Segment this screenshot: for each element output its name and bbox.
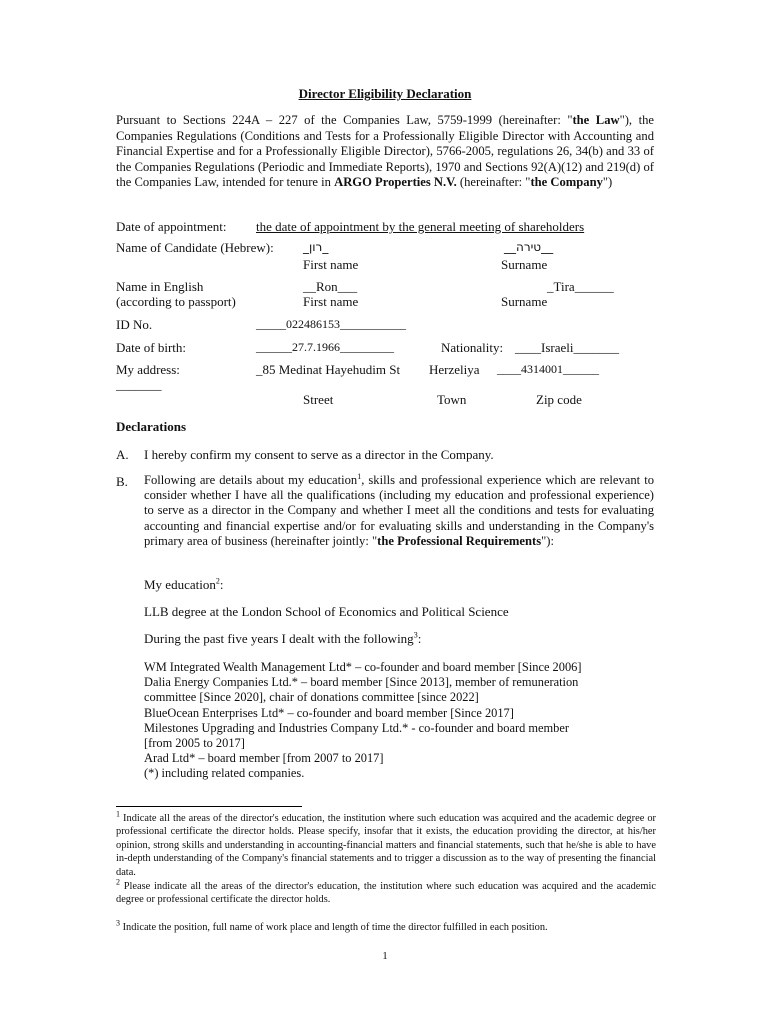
hebrew-surname: __טירה__ [504, 240, 554, 254]
footnote-1-number: 1 [116, 809, 120, 819]
experience-line: [from 2005 to 2017] [144, 736, 245, 751]
surname-caption: Surname [501, 257, 548, 272]
hebrew-first-name: _רון_ [303, 240, 329, 254]
first-name-caption-en: First name [303, 294, 359, 309]
name-hebrew-label: Name of Candidate (Hebrew): [116, 240, 274, 255]
name-english-sublabel: (according to passport) [116, 294, 236, 309]
surname-caption-en: Surname [501, 294, 548, 309]
page-number: 1 [382, 950, 388, 962]
intro-paragraph [116, 113, 654, 191]
footnote-3 [116, 918, 656, 934]
declaration-b-part-3: "): [541, 533, 554, 548]
experience-label [144, 631, 421, 646]
experience-line: BlueOcean Enterprises Ltd* – co-founder and board member [Since 2017] [144, 705, 514, 720]
experience-list [144, 660, 664, 782]
footnote-3-text: Indicate the position, full name of work place and length of time the director fulfilled in each position. [120, 922, 548, 933]
experience-line: Dalia Energy Companies Ltd.* – board member [Since 2013], member of remuneration [144, 675, 579, 690]
education-label [144, 577, 223, 592]
footnote-ref-3: 3 [413, 630, 418, 640]
nationality-value: ____Israeli_______ [515, 340, 619, 355]
date-of-appointment-value: the date of appointment by the general meeting of shareholders [256, 219, 585, 234]
page-title: Director Eligibility Declaration [298, 86, 472, 101]
name-english-label: Name in English [116, 279, 204, 294]
zip-caption: Zip code [536, 392, 582, 407]
footnote-2-number: 2 [116, 877, 120, 887]
address-label: My address: [116, 362, 180, 377]
declaration-a-letter: A. [116, 447, 129, 462]
dob-value: ______27.7.1966_________ [256, 340, 394, 354]
education-value: LLB degree at the London School of Economics and Political Science [144, 604, 509, 619]
date-of-appointment-label: Date of appointment: [116, 219, 227, 234]
english-surname: _Tira______ [547, 279, 614, 294]
declaration-b-part-1: Following are details about my education [144, 473, 358, 487]
education-colon: : [219, 577, 224, 592]
education-label-text: My education [144, 577, 216, 592]
footnote-ref-2: 2 [215, 576, 220, 586]
id-label: ID No. [116, 317, 153, 332]
footnote-1-text: Indicate all the areas of the director's education, the institution where such education was acquired and the academic degree or professional certificate the director holds. Please specify, insofar that it exists, the education providing the director, at his/her opinion, strong skills and understanding in accounting-financial matters and financial statements, such that he/she is able to have in-depth understanding of the Company's financial statements and to trigger a discussion as to the way of presenting the financial data. [116, 813, 656, 878]
intro-part-3: (hereinafter: " [456, 175, 531, 190]
experience-colon: : [417, 631, 422, 646]
first-name-caption: First name [303, 257, 359, 272]
company-term: the Company [530, 175, 603, 190]
intro-part-2: "), the Companies Regulations (Conditions and Tests for a Professionally Eligible Director with Accounting and Financial Expertise and for a Professionally Eligible Director), 5766-2005, regulations 26, 34(b) and 33 of the Companies Regulations (Periodic and Immediate Reports), 1970 and Sections 92(A)(12) and 219(d) of the Companies Law, intended for tenure in [116, 113, 654, 190]
professional-requirements-term: the Professional Requirements [377, 533, 542, 548]
nationality-label: Nationality: [441, 340, 504, 355]
dob-label: Date of birth: [116, 340, 187, 355]
law-term: the Law [572, 113, 620, 127]
english-first-name: __Ron___ [303, 279, 358, 294]
experience-line: (*) including related companies. [144, 766, 305, 781]
footnote-3-number: 3 [116, 918, 120, 928]
intro-part-1: Pursuant to Sections 224A – 227 of the Companies Law, 5759-1999 (hereinafter: " [116, 113, 573, 127]
intro-part-4: ") [602, 175, 613, 190]
experience-line: committee [Since 2020], chair of donations committee [since 2022] [144, 690, 479, 705]
id-value: _____022486153___________ [256, 317, 406, 331]
zip-value: ____4314001______ [497, 362, 599, 376]
declaration-b-text [144, 473, 654, 549]
footnote-2 [116, 877, 656, 907]
footnote-2-text: Please indicate all the areas of the director's education, the institution where such education was acquired and the academic degree or professional certificate the director holds. [116, 881, 656, 906]
town-value: Herzeliya [429, 362, 480, 377]
town-caption: Town [437, 392, 467, 407]
experience-line: Milestones Upgrading and Industries Company Ltd.* - co-founder and board member [144, 720, 569, 735]
declaration-a-text: I hereby confirm my consent to serve as a director in the Company. [144, 447, 494, 462]
experience-line: WM Integrated Wealth Management Ltd* – co-founder and board member [Since 2006] [144, 660, 582, 674]
street-caption: Street [303, 392, 334, 407]
declarations-heading: Declarations [116, 419, 187, 434]
footnote-separator [116, 806, 302, 807]
experience-line: Arad Ltd* – board member [from 2007 to 2017] [144, 751, 384, 766]
declaration-b-part-2: , skills and professional experience which are relevant to consider whether I have all the qualifications (including my education and professional experience) to serve as a director in the Company and whether I meet all the conditions and tests for evaluating accounting and financial expertise and/or for evaluating skills and understanding in the Company's primary area of business (hereinafter jointly: " [144, 473, 654, 548]
declaration-b-letter: B. [116, 474, 128, 489]
address-value: _85 Medinat Hayehudim St [256, 362, 401, 377]
address-line-2: _______ [116, 377, 162, 392]
experience-label-text: During the past five years I dealt with the following [144, 631, 414, 646]
footnote-1 [116, 809, 656, 879]
company-name: ARGO Properties N.V. [334, 175, 457, 190]
footnote-ref-1: 1 [357, 471, 362, 481]
